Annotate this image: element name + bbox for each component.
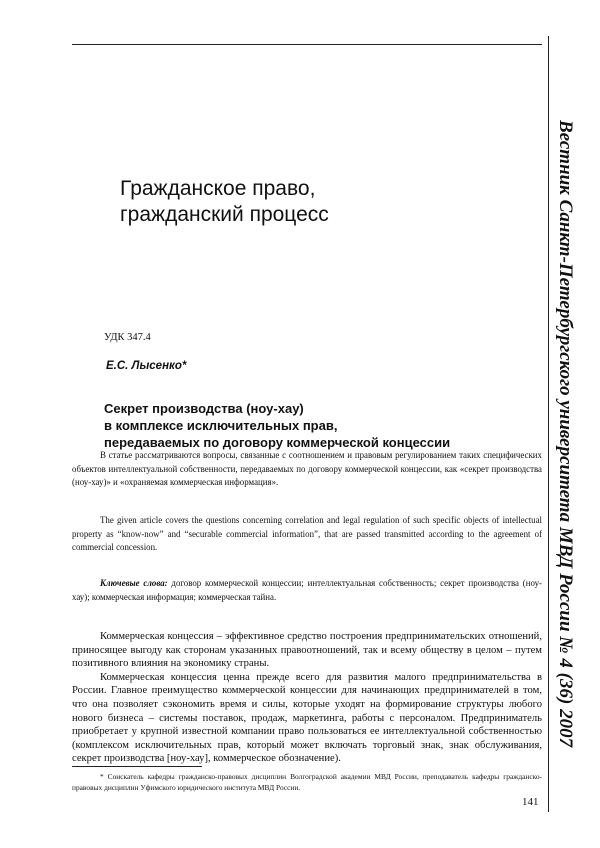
keywords-text: договор коммерческой концессии; интеллектуальная собственность; секрет производства (ноу-хау); коммерческая информация; коммерческая тайна. xyxy=(72,578,542,602)
udk-code: УДК 347.4 xyxy=(104,332,151,343)
article-title xyxy=(104,400,450,451)
header-rule xyxy=(72,44,542,45)
margin-rule xyxy=(548,36,549,812)
abstract-english: The given article covers the questions concerning correlation and legal regulation of such specific objects of intellectual property as “know-now” and “securable commercial information”, that are passed transmitted according to the agreement of commercial concession. xyxy=(72,515,542,552)
keywords-label: Ключевые слова: xyxy=(100,578,168,588)
article-title-line-1: Секрет производства (ноу-хау) xyxy=(104,401,304,416)
footnote: * Соискатель кафедры гражданско-правовых дисциплин Волгоградской академии МВД России, преподаватель кафедры гражданско-правовых дисциплин Уфимского юридического института МВД России. xyxy=(72,772,542,792)
page-number: 141 xyxy=(522,796,539,808)
journal-title: Вестник Санкт-Петербургского университета МВД России № 4 (36) 2007 xyxy=(555,120,576,748)
author-name: Е.С. Лысенко* xyxy=(106,360,187,372)
body-paragraph-1: Коммерческая концессия – эффективное средство построения предпринимательских отношений, приносящее выгоду как сторонам указанных правоотношений, так и всему обществу в целом – путем позитивного влияния на экономику страны. xyxy=(72,631,542,670)
section-heading xyxy=(120,176,329,228)
article-title-line-2: в комплексе исключительных прав, xyxy=(104,418,338,433)
keywords xyxy=(72,577,542,604)
footnote-rule xyxy=(72,766,202,767)
abstract-russian: В статье рассматриваются вопросы, связанные с соотношением и правовым регулированием таких специфических объектов интеллектуальной собственности, передаваемых по договору коммерческой концессии, как «секрет производства (ноу-хау)» и «охраняемая коммерческая информация». xyxy=(72,450,542,487)
body-paragraph-2: Коммерческая концессия ценна прежде всего для развития малого предпринимательства в России. Главное преимущество коммерческой концессии для начинающих предпринимателей в том, что она позволяет сэкономить время и силы, которые уходят на формирование структуры любого нового бизнеса – системы поставок, продаж, маркетинга, работы с персоналом. Предприниматель приобретает у крупной известной компании право пользоваться ее интеллектуальной собственностью (комплексом исключительных прав, который может включать торговый знак, знак обслуживания, секрет производства [ноу-хау], коммерческое обозначение). xyxy=(72,671,542,765)
article-title-line-3: передаваемых по договору коммерческой концессии xyxy=(104,435,451,450)
section-heading-line-2: гражданский процесс xyxy=(120,203,329,226)
article-body xyxy=(72,630,542,766)
section-heading-line-1: Гражданское право, xyxy=(120,177,316,200)
